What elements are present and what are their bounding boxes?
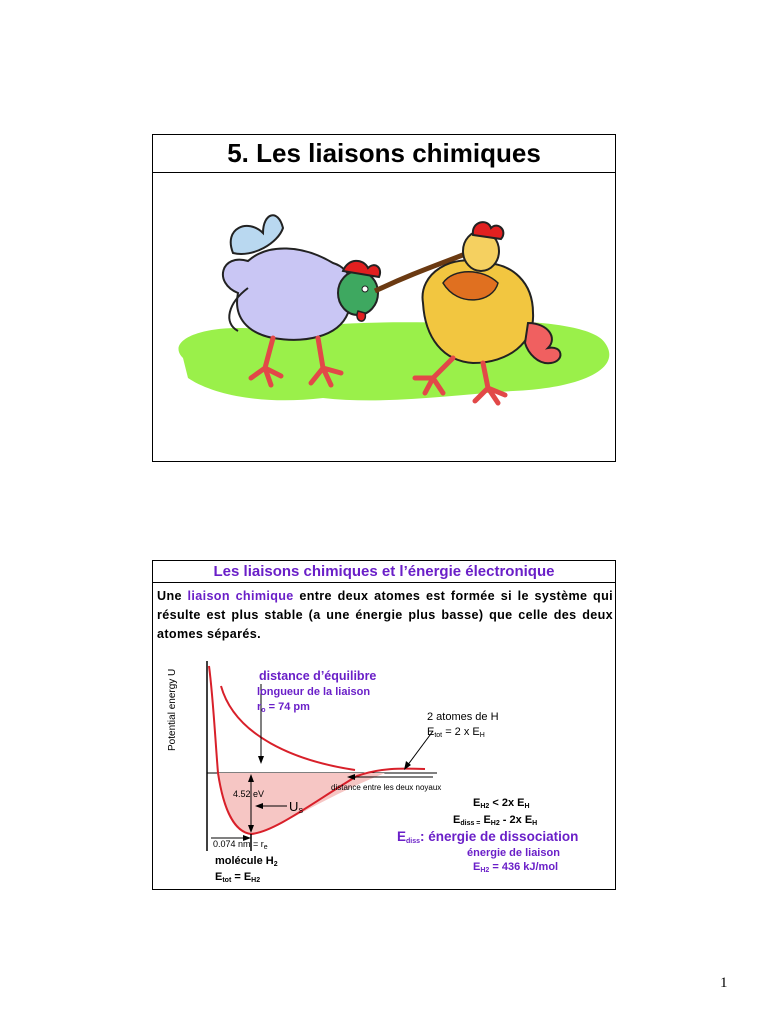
dissociation-energy-label: $E_{diss}$: énergie de dissociation: [397, 829, 579, 845]
intro-part1: Une: [157, 589, 188, 603]
etot-two-atoms: $E_{tot} = 2$ x $E_H$: [427, 726, 485, 739]
equilibrium-distance-label: distance d’équilibre: [259, 669, 377, 683]
molecule-label: molécule $H_2$: [215, 855, 278, 868]
r0-value: $r_o = 74$ pm: [257, 701, 310, 714]
r-axis-label: 0.074 nm = $r_e$: [213, 839, 268, 851]
ediss-formula: $E_{diss =}$ $E_{H2} - 2x$ $E_H$: [453, 814, 538, 827]
fighting-roosters-illustration: [153, 173, 615, 461]
bond-energy-label: énergie de liaison: [467, 847, 560, 859]
distance-label: distance entre les deux noyaux: [331, 783, 442, 792]
page-number: 1: [720, 975, 728, 991]
y-axis-label: Potential energy U: [167, 668, 178, 751]
atoms-label: 2 atomes de H: [427, 711, 499, 723]
slide-1: [152, 134, 616, 462]
us-label: $U_S$: [289, 799, 304, 815]
slide-2: [152, 560, 616, 890]
slide-2-title: Les liaisons chimiques et l’énergie électronique: [153, 561, 615, 583]
eh2-value: $E_{H2} = 436$ kJ/mol: [473, 861, 559, 874]
slide-1-title: 5. Les liaisons chimiques: [153, 135, 615, 173]
etot-molecule: $E_{tot} = E_{H2}$: [215, 871, 261, 884]
eh2-inequality: $E_{H2} < 2x$ $E_H$: [473, 797, 530, 810]
bond-length-label: longueur de la liaison: [257, 686, 371, 698]
intro-keyword: liaison chimique: [187, 589, 294, 603]
well-depth-label: 4.52 eV: [233, 789, 265, 799]
intro-paragraph: [157, 587, 613, 644]
intro-part2: entre deux atomes est formée si le système qui résulte est plus stable (a une énergie plus basse) que celle des deux atomes séparés.: [157, 589, 613, 641]
